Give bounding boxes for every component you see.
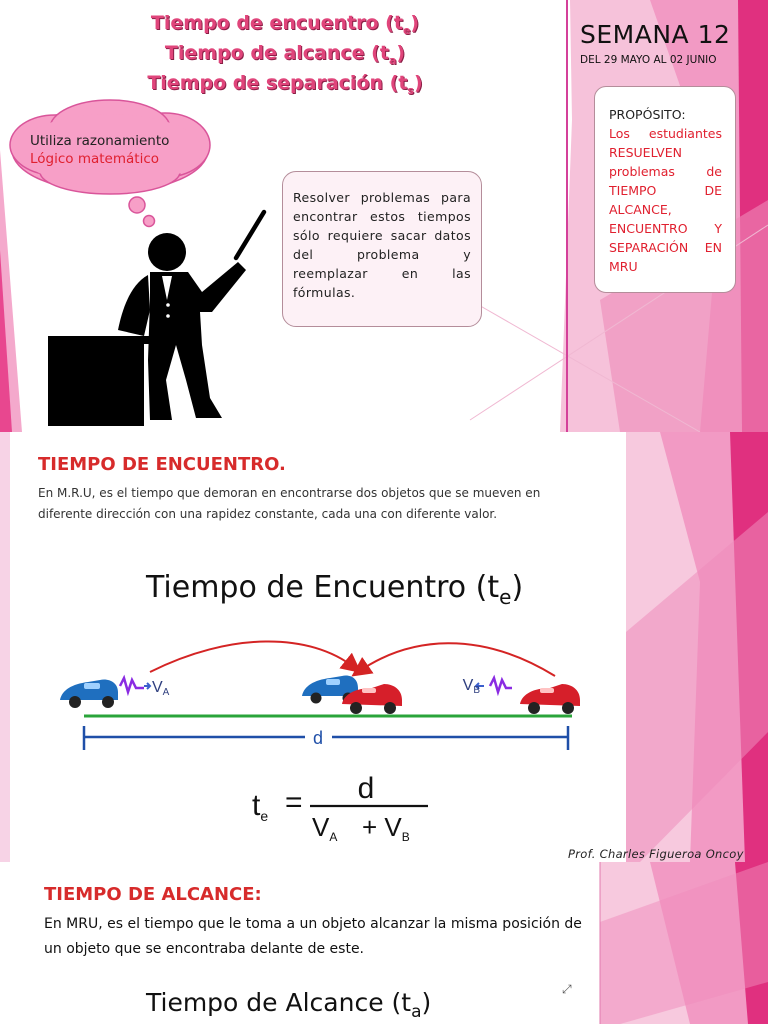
fechas-label: DEL 29 MAYO AL 02 JUNIO xyxy=(580,54,717,66)
red-car-right-icon xyxy=(520,684,580,714)
semana-label: SEMANA 12 xyxy=(580,20,731,49)
arrow-b xyxy=(358,643,555,676)
alcance-heading: TIEMPO DE ALCANCE: xyxy=(44,884,262,905)
teacher-silhouette-icon xyxy=(0,0,290,432)
encuentro-paragraph: En M.R.U, es el tiempo que demoran en encontrarse dos objetos que se mueven en diferente dirección con una rapidez constante, cada una con diferente valor. xyxy=(38,486,541,521)
title-separacion: Tiempo de separación $(t_s)$ xyxy=(147,71,423,97)
encuentro-heading: TIEMPO DE ENCUENTRO. xyxy=(38,454,286,475)
alcance-big-title: Tiempo de Alcance $(t_a)$ xyxy=(146,988,432,1022)
cloud-line-2: Lógico matemático xyxy=(30,151,160,167)
slide-3 xyxy=(0,862,768,1024)
formula-equals: = xyxy=(285,786,303,819)
expand-arrows-icon[interactable]: ⤢ xyxy=(562,982,572,996)
vb-squiggle xyxy=(490,678,512,692)
distance-label: d xyxy=(312,728,324,748)
formula-denominator-vb: + VB xyxy=(362,812,410,844)
proposito-box xyxy=(594,86,736,293)
arrow-a xyxy=(150,641,355,672)
encuentro-diagram xyxy=(0,432,768,862)
proposito-body: Los estudiantes RESUELVEN problemas de TIEMPO DE ALCANCE, ENCUENTRO Y SEPARACIÓN EN MRU xyxy=(609,126,722,274)
vb-label: VB xyxy=(462,677,480,696)
blue-car-left-icon xyxy=(60,680,118,709)
encuentro-big-title: Tiempo de Encuentro $(t_e)$ xyxy=(146,570,524,609)
va-arrow-icon xyxy=(144,683,150,689)
author-credit: Prof. Charles Figueroa Oncoy xyxy=(568,847,744,861)
proposito-heading: PROPÓSITO: xyxy=(609,107,686,122)
formula-numerator: d xyxy=(357,772,375,805)
slide-1 xyxy=(0,0,768,432)
cloud-line-1: Utiliza razonamiento xyxy=(30,133,170,149)
va-squiggle xyxy=(120,678,144,692)
va-label: VA xyxy=(152,679,170,698)
title-alcance: Tiempo de alcance $(t_a)$ xyxy=(164,41,406,67)
slide-2 xyxy=(0,432,768,862)
formula-denominator-va: VA xyxy=(312,812,338,844)
formula-lhs: $t_e$ xyxy=(252,789,269,824)
alcance-paragraph: En MRU, es el tiempo que le toma a un objeto alcanzar la misma posición de un objeto que se encontraba delante de este. xyxy=(44,916,582,957)
resolver-box: Resolver problemas para encontrar estos tiempos sólo requiere sacar datos del problema y reemplazar en las fórmulas. xyxy=(282,171,482,327)
title-encuentro: Tiempo de encuentro $(t_e)$ xyxy=(150,12,420,37)
